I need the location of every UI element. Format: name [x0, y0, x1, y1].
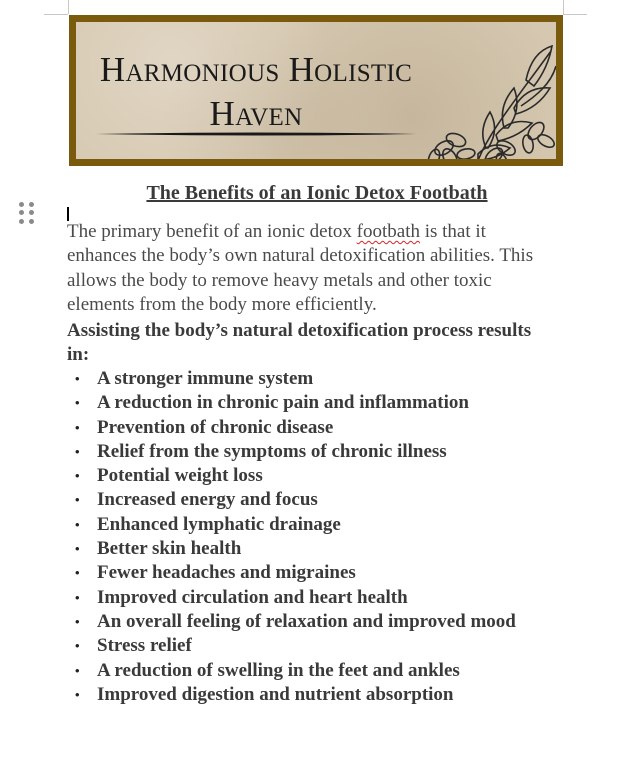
page-corner-mark-right-v: [563, 0, 564, 14]
benefits-list: [67, 367, 547, 707]
document-heading: The Benefits of an Ionic Detox Footbath: [146, 182, 488, 204]
page-corner-mark-right-h: [563, 14, 587, 15]
intro-paragraph[interactable]: [67, 220, 542, 317]
list-item: • Better skin health: [67, 537, 547, 561]
benefits-lead-in: Assisting the body’s natural detoxification process results in:: [67, 320, 532, 366]
page-corner-mark-left-h: [44, 14, 68, 15]
list-item: • Improved circulation and heart health: [67, 586, 547, 610]
list-item: • Potential weight loss: [67, 464, 547, 488]
list-item: • A reduction in chronic pain and inflammation: [67, 391, 547, 415]
list-item: • Prevention of chronic disease: [67, 416, 547, 440]
spellcheck-flagged-word[interactable]: footbath: [356, 221, 420, 242]
banner-underline-rule: [96, 131, 416, 137]
list-item: • Enhanced lymphatic drainage: [67, 513, 547, 537]
list-item: • An overall feeling of relaxation and improved mood: [67, 610, 547, 634]
banner-title-line-1: Harmonious Holistic: [99, 50, 413, 89]
drag-handle-icon[interactable]: [19, 202, 37, 224]
list-item: • Increased energy and focus: [67, 488, 547, 512]
header-banner-image[interactable]: [69, 15, 563, 166]
list-item: • A reduction of swelling in the feet and ankles: [67, 659, 547, 683]
banner-title-line-2: Haven: [209, 94, 303, 133]
list-item: • A stronger immune system: [67, 367, 547, 391]
page-corner-mark-left-v: [68, 0, 69, 14]
list-item: • Fewer headaches and migraines: [67, 561, 547, 585]
list-item: • Improved digestion and nutrient absorption: [67, 683, 547, 707]
banner-title: [76, 48, 436, 136]
flower-ornament-icon: [416, 36, 556, 166]
intro-text-start: The primary benefit of an ionic detox: [67, 221, 357, 242]
list-item: • Stress relief: [67, 634, 547, 658]
list-item: • Relief from the symptoms of chronic illness: [67, 440, 547, 464]
intro-text-end: is that it enhances the body’s own natural detoxification abilities. This allows the body to remove heavy metals and other toxic elements from the body more efficiently.: [67, 221, 534, 315]
text-cursor: [67, 207, 69, 221]
